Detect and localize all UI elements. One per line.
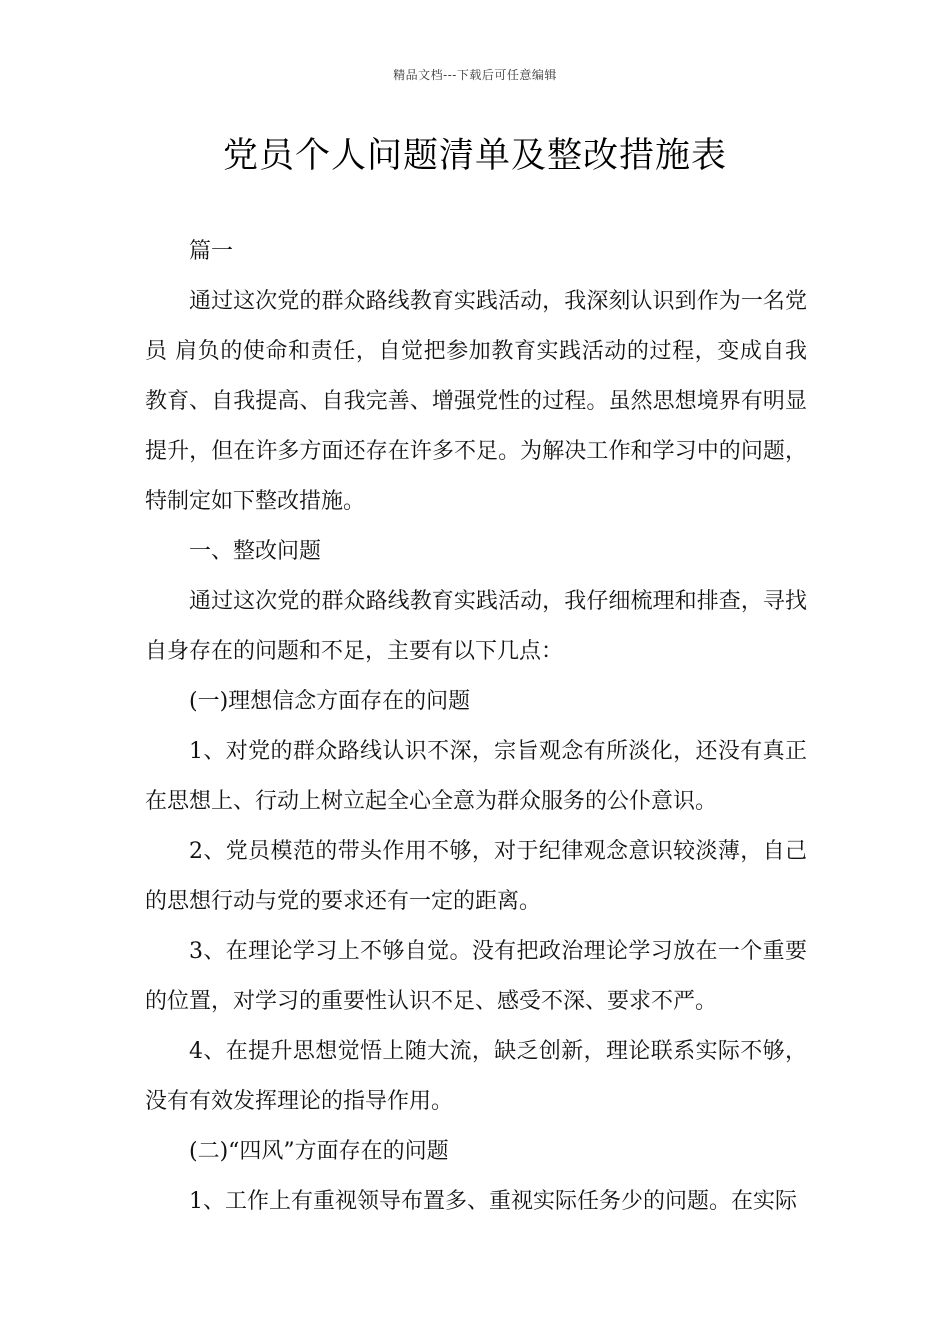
list-item: 3、在理论学习上不够自觉。没有把政治理论学习放在一个重要的位置，对学习的重要性认识不足、感受不深、要求不严。 (145, 939, 807, 1014)
list-item: 4、在提升思想觉悟上随大流，缺乏创新，理论联系实际不够，没有有效发挥理论的指导作用。 (145, 1039, 807, 1114)
list-item: 1、工作上有重视领导布置多、重视实际任务少的问题。在实际 (189, 1189, 797, 1214)
list-item: 1、对党的群众路线认识不深，宗旨观念有所淡化，还没有真正在思想上、行动上树立起全心全意为群众服务的公仆意识。 (145, 739, 807, 814)
subsection-heading: (二)“四风”方面存在的问题 (189, 1139, 449, 1164)
body-paragraph: 通过这次党的群众路线教育实践活动，我仔细梳理和排查，寻找自身存在的问题和不足，主要有以下几点： (145, 589, 807, 664)
header-note: 精品文档---下载后可任意编辑 (393, 68, 557, 82)
document-body (145, 227, 807, 1227)
list-item: 2、党员模范的带头作用不够，对于纪律观念意识较淡薄，自己的思想行动与党的要求还有一定的距离。 (145, 839, 807, 914)
section-label: 篇一 (189, 239, 234, 264)
intro-paragraph: 通过这次党的群众路线教育实践活动，我深刻认识到作为一名党员 肩负的使命和责任，自觉把参加教育实践活动的过程，变成自我教育、自我提高、自我完善、增强党性的过程。虽然思想境界有明显提升，但在许多方面还存在许多不足。为解决工作和学习中的问题，特制定如下整改措施。 (145, 289, 807, 514)
subsection-heading: (一)理想信念方面存在的问题 (189, 689, 471, 714)
document-title: 党员个人问题清单及整改措施表 (222, 136, 727, 176)
section-heading: 一、整改问题 (189, 539, 322, 564)
